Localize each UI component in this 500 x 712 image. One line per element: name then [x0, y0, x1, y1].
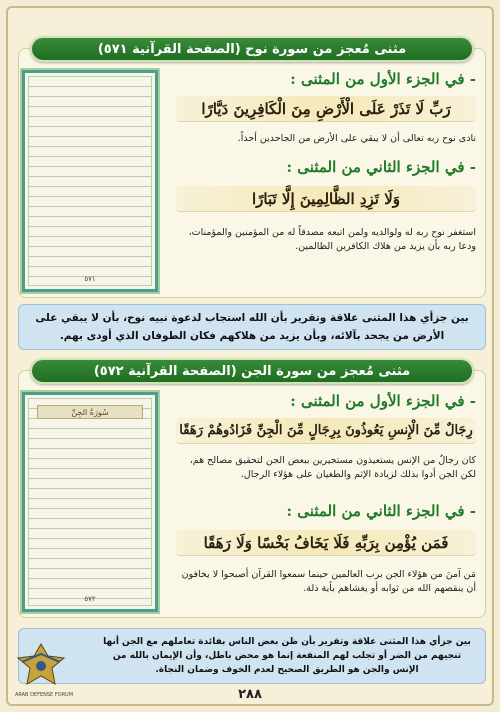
part1-explanation: نادى نوح ربه تعالى أن لا يبقي على الأرض من الجاحدين أحداً.: [237, 133, 476, 144]
section-banner-nuh: مثنى مُعجز من سورة نوح (الصفحة القرآنية ٥٧١): [30, 36, 474, 62]
part2-explanation: استغفر نوح ربه له ولوالديه ولمن اتبعه مصدقاً له من المؤمنين والمؤمنات، ودعا ربه بأن يزيد من هلاك الكافرين الظالمين.: [188, 227, 476, 252]
quran-page-image-572: [22, 392, 158, 612]
part2-verse: وَلَا تَزِدِ الظَّالِمِينَ إِلَّا تَبَارًا: [176, 186, 476, 212]
quran-page-number: ٥٧١: [84, 275, 96, 283]
forum-logo-text: ARAB DEFENSE FORUM: [14, 692, 74, 698]
quran-page-image-571: [22, 70, 158, 292]
section-banner-jinn: مثنى مُعجز من سورة الجن (الصفحة القرآنية ٥٧٢): [30, 358, 474, 384]
part1-verse: رَبِّ لَا تَذَرْ عَلَى الْأَرْضِ مِنَ الْكَافِرِينَ دَيَّارًا: [176, 96, 476, 122]
part1-heading: - في الجزء الأول من المثنى :: [290, 70, 476, 88]
part2-heading: - في الجزء الثاني من المثنى :: [286, 158, 476, 176]
part1-heading: - في الجزء الأول من المثنى :: [290, 392, 476, 410]
page-number: ٢٨٨: [238, 687, 262, 702]
surah-title: سُورَةُ الجِنِّ: [37, 405, 143, 419]
part2-explanation: مَن آمنَ من هؤلاء الجن برب العالمين حينما سمعوا القرآن أصبحوا لا يخافون أن ينقصهم الله من ثوابه أو يغشاهم بأية ذلة.: [181, 569, 476, 594]
page: [6, 6, 494, 706]
part1-verse: رِجَالٌ مِّنَ الْإِنسِ يَعُوذُونَ بِرِجَالٍ مِّنَ الْجِنِّ فَزَادُوهُمْ رَهَقًا: [176, 418, 476, 444]
part1-explanation: كان رجالٌ من الإنس يستعيذون مستجيرين ببعض الجن لتحقيق مصالح هم، لكن الجن أدوا بذلك لزيادة الإثم والطغيان على هؤلاء الرجال.: [189, 455, 476, 480]
summary-jinn: بين جزأي هذا المثنى علاقة وتقرير بأن ظن بعض الناس بفائدة تعاملهم مع الجن أنها تنجيهم من الضر أو تجلب لهم المنفعة إنما هو محض باطل، وأن الإيمان بالله من الإنس والجن هو الطريق الصحيح لعدم الخوف وضمان النجاة.: [18, 628, 486, 684]
quran-page-number: ٥٧٢: [84, 595, 96, 603]
part2-verse: فَمَن يُؤْمِن بِرَبِّهِ فَلَا يَخَافُ بَخْسًا وَلَا رَهَقًا: [176, 530, 476, 556]
part2-heading: - في الجزء الثاني من المثنى :: [286, 502, 476, 520]
forum-logo-icon: [14, 642, 68, 686]
summary-nuh: بين جزأي هذا المثنى علاقة وتقرير بأن الله استجاب لدعوة نبيه نوح، بأن لا يبقي على الأرض من يجحد بآلائه، وبأن يزيد من هلاكهم فكان الطوفان الذي أودى بهم.: [18, 304, 486, 350]
